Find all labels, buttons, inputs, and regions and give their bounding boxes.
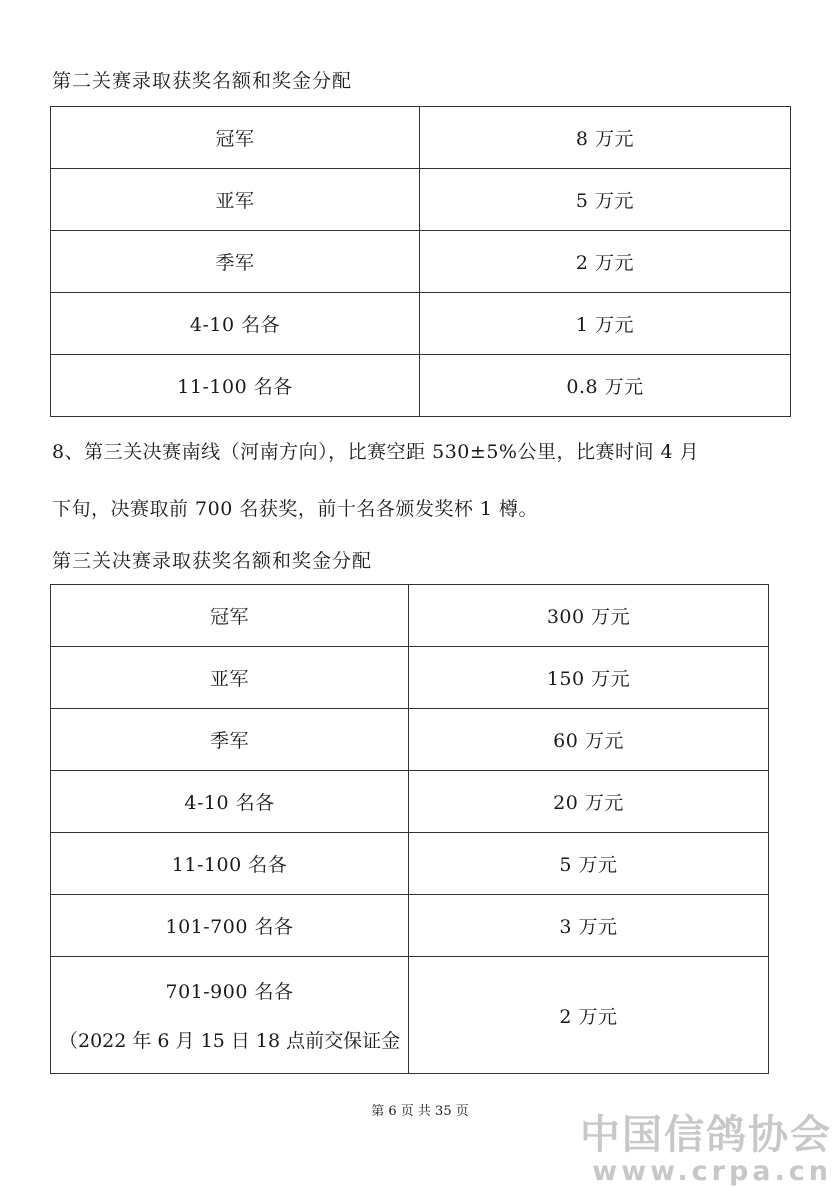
section2-heading: 第二关赛录取获奖名额和奖金分配 [52,70,353,92]
rank-cell: 亚军 [51,169,420,231]
watermark [580,1113,832,1187]
rank-note: （2022 年 6 月 15 日 18 点前交保证金 [59,1030,401,1052]
rank-cell: 亚军 [51,647,409,709]
rank-label: 701-900 名各 [165,981,294,1003]
table-row [51,957,769,1074]
prize-cell: 60 万元 [409,709,769,771]
prize-cell: 5 万元 [409,833,769,895]
prize-cell: 2 万元 [420,231,791,293]
rank-cell: 4-10 名各 [51,293,420,355]
rank-cell: 季军 [51,231,420,293]
page-footer: 第 6 页 共 35 页 [371,1104,469,1119]
table-row [51,169,791,231]
table-row [51,709,769,771]
paragraph-line-2: 下旬，决赛取前 700 名获奖，前十名各颁发奖杯 1 樽。 [52,498,539,520]
rank-cell: 101-700 名各 [51,895,409,957]
rank-cell: 季军 [51,709,409,771]
section3-prize-table [50,584,769,1074]
prize-cell: 1 万元 [420,293,791,355]
watermark-name: 中国信鸽协会 [580,1112,832,1158]
table-row [51,231,791,293]
table-row [51,833,769,895]
paragraph-line-1: 8、第三关决赛南线（河南方向），比赛空距 530±5%公里，比赛时间 4 月 [52,441,700,463]
prize-cell: 300 万元 [409,585,769,647]
prize-cell: 150 万元 [409,647,769,709]
prize-cell: 3 万元 [409,895,769,957]
rank-cell: 11-100 名各 [51,833,409,895]
rank-cell: 冠军 [51,107,420,169]
prize-cell: 0.8 万元 [420,355,791,417]
table-row [51,895,769,957]
table-row [51,107,791,169]
prize-cell: 5 万元 [420,169,791,231]
prize-cell: 20 万元 [409,771,769,833]
rank-cell: 11-100 名各 [51,355,420,417]
table-row [51,293,791,355]
table-row [51,585,769,647]
rank-cell [51,957,409,1074]
rank-cell: 4-10 名各 [51,771,409,833]
table-row [51,771,769,833]
table-row [51,355,791,417]
table-row [51,647,769,709]
prize-cell: 2 万元 [409,957,769,1074]
watermark-url: www.crpa.cn [592,1156,832,1187]
section3-heading: 第三关决赛录取获奖名额和奖金分配 [52,550,373,572]
rank-cell: 冠军 [51,585,409,647]
prize-cell: 8 万元 [420,107,791,169]
section2-prize-table [50,106,791,417]
